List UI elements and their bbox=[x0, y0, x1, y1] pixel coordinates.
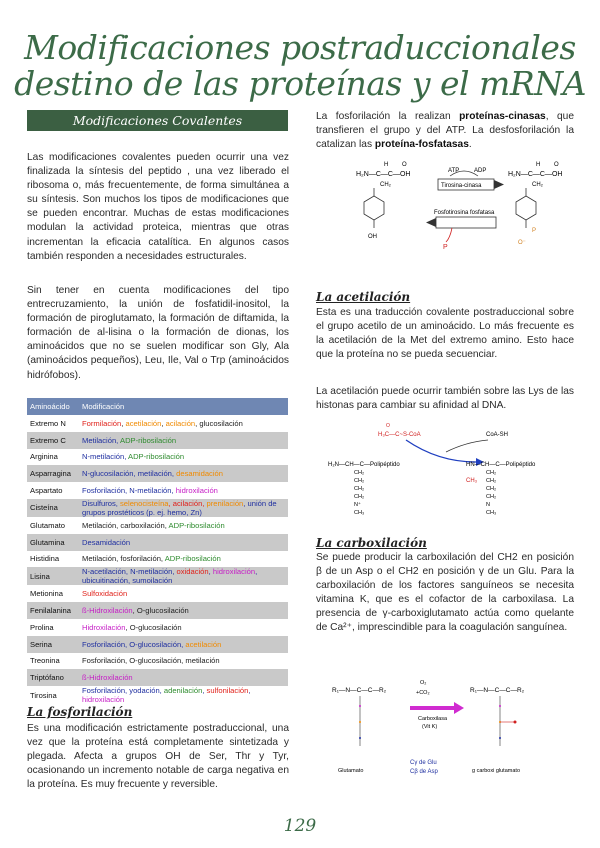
table-row bbox=[27, 482, 288, 499]
table-cell-aminoacid: Metionina bbox=[30, 589, 63, 599]
intro-paragraph-2: Sin tener en cuenta modificaciones del tipo entrecruzamiento, la unión de fosfatidil-inositol, la formación de piroglutamato, la formación de diftamida, la formación de al-lisina o la formación de dionas, los aminoácidos que no se suelen modificar son Gly, Ala (aminoácidos pequeños), Leu, Ile, Val o Trp (aminoácidos hidrófobos). bbox=[27, 285, 289, 381]
svg-text:H₂N—CH—C—Polipéptido: H₂N—CH—C—Polipéptido bbox=[328, 462, 400, 468]
svg-text:+CO₂: +CO₂ bbox=[416, 690, 430, 696]
side-chain-label: CH₂ bbox=[486, 478, 497, 484]
side-chain-label: N⁺ bbox=[354, 502, 361, 508]
table-cell-aminoacid: Aspartato bbox=[30, 486, 63, 496]
acetylation-diagram bbox=[326, 422, 574, 516]
table-row bbox=[27, 551, 288, 568]
table-cell-aminoacid: Extremo C bbox=[27, 432, 79, 449]
table-cell-modification: Fosforilación, yodación, adenilación, sulfonilación, hidroxilación bbox=[82, 686, 251, 705]
svg-text:O⁻: O⁻ bbox=[518, 240, 526, 246]
svg-text:Cβ de Asp: Cβ de Asp bbox=[410, 769, 438, 775]
table-row bbox=[27, 567, 288, 585]
svg-text:OH: OH bbox=[368, 234, 377, 240]
svg-text:g carboxi glutamato: g carboxi glutamato bbox=[472, 768, 520, 774]
svg-text:P: P bbox=[532, 228, 537, 234]
table-cell-modification: Desamidación bbox=[79, 534, 288, 551]
acetilacion-paragraph-1: Esta es una traducción covalente postraduccional sobre el grupo acetilo de un aminoácido. Lo más frecuente es la acetilación de la Met del extremo amino. Esto hace que la proteína no se pueda secuenciar. bbox=[316, 307, 574, 361]
carboxylation-diagram bbox=[330, 676, 574, 776]
side-chain-label: CH₃ bbox=[354, 510, 365, 516]
table-cell-aminoacid: Glutamato bbox=[30, 520, 66, 530]
table-cell-aminoacid: Lisina bbox=[27, 567, 79, 585]
modifications-table bbox=[27, 398, 288, 704]
table-row bbox=[27, 585, 288, 602]
carboxilacion-paragraph-1: Se puede producir la carboxilación del CH2 en posición β de un Asp o el CH2 en posición γ de un Glu. Para la carboxilación de los factores sanguíneos se necesita vitamina K, que es el cofactor de la carboxilasa. La presencia de γ-carboxiglutamato actúa como quelante de Ca²⁺, imprescindible para la coagulación sanguínea. bbox=[316, 552, 574, 634]
table-cell-modification: Sulfoxidación bbox=[82, 589, 128, 599]
svg-text:Tirosina-cinasa: Tirosina-cinasa bbox=[441, 183, 482, 189]
heading-acetilacion: La acetilación bbox=[316, 290, 411, 304]
table-cell-modification: Metilación, ADP-ribosilación bbox=[79, 432, 288, 449]
table-row bbox=[27, 465, 288, 482]
svg-text:P: P bbox=[443, 244, 448, 250]
table-cell-modification: N-metilación, ADP-ribosilación bbox=[82, 452, 185, 462]
svg-text:O: O bbox=[554, 162, 559, 168]
svg-text:Glutamato: Glutamato bbox=[338, 768, 364, 774]
table-cell-modification: Metilación, carboxilación, ADP-ribosilación bbox=[82, 520, 225, 530]
svg-text:R₁—N—C—C—R₂: R₁—N—C—C—R₂ bbox=[470, 687, 525, 694]
table-cell-modification: Fosforilación, N-metilación, hidroxilación bbox=[82, 486, 218, 496]
table-cell-modification: N-glucosilación, metilación, desamidación bbox=[79, 465, 288, 482]
svg-text:CoA-SH: CoA-SH bbox=[486, 432, 509, 438]
table-header-aminoacid: Aminoácido bbox=[27, 398, 79, 415]
side-chain-label: CH₃ bbox=[486, 510, 497, 516]
fosforilacion-paragraph-1: Es una modificación estrictamente postraduccional, una vez que la proteína está completamente sintetizada y plegada. Afecta a grupos OH de Ser, Thr y Tyr, ocasionando un incremento notable de carga negativa en la proteína. Es muy frecuente y reversible. bbox=[27, 723, 289, 791]
table-row bbox=[27, 619, 288, 636]
table-cell-modification: Fosforilación, O-glucosilación, metilación bbox=[82, 656, 220, 666]
table-row bbox=[27, 432, 288, 449]
table-row bbox=[27, 415, 288, 432]
table-row bbox=[27, 686, 288, 704]
table-cell-aminoacid: Asparragina bbox=[27, 465, 79, 482]
phosphorylation-diagram bbox=[352, 158, 574, 250]
intro-paragraph-1: Las modificaciones covalentes pueden ocurrir una vez finalizada la síntesis del peptido , una vez liberado el ribosoma o, más frecuentemente, de forma simultánea a su síntesis. Son muchos los tipos de modificaciones que se pueden encontrar. Muchas de estas modificaciones modulan la actividad proteica, mientras que otras incrementan la eficacia catalítica. En algunos casos también responden a necesidades estructurales. bbox=[27, 152, 289, 262]
table-cell-aminoacid: Serina bbox=[27, 636, 79, 653]
table-row bbox=[27, 669, 288, 686]
side-chain-label: N bbox=[486, 502, 490, 508]
table-row bbox=[27, 499, 288, 517]
table-cell-modification: ß-Hidroxilación bbox=[79, 669, 288, 686]
fosforilacion-paragraph-2: La fosforilación la realizan proteínas-cinasas, que transfieren el grupo y del ATP. La desfosforilación la catalizan las proteína-fosfatasas. bbox=[316, 111, 574, 151]
table-cell-aminoacid: Tirosina bbox=[30, 690, 57, 700]
svg-text:ADP: ADP bbox=[474, 168, 487, 174]
table-cell-aminoacid: Histidina bbox=[30, 554, 60, 564]
svg-text:CH₃: CH₃ bbox=[466, 478, 478, 484]
svg-text:HN—CH—C—Polipéptido: HN—CH—C—Polipéptido bbox=[466, 462, 536, 468]
table-row bbox=[27, 636, 288, 653]
table-row bbox=[27, 449, 288, 466]
side-chain-label: CH₂ bbox=[354, 470, 365, 476]
table-row bbox=[27, 534, 288, 551]
table-cell-aminoacid: Glutamina bbox=[27, 534, 79, 551]
side-chain-label: CH₂ bbox=[354, 494, 365, 500]
table-cell-modification: Hidroxilación, O-glucosilación bbox=[82, 622, 182, 632]
svg-text:O: O bbox=[386, 423, 390, 429]
svg-text:Cγ de Glu: Cγ de Glu bbox=[410, 760, 437, 766]
svg-text:H: H bbox=[536, 162, 541, 168]
side-chain-label: CH₂ bbox=[354, 478, 365, 484]
svg-text:Fosfotirosina fosfatasa: Fosfotirosina fosfatasa bbox=[434, 210, 495, 216]
table-cell-aminoacid: Triptófano bbox=[27, 669, 79, 686]
svg-text:R₁—N—C—C—R₂: R₁—N—C—C—R₂ bbox=[332, 687, 387, 694]
side-chain-label: CH₂ bbox=[354, 486, 365, 492]
svg-text:CH₂: CH₂ bbox=[380, 182, 391, 188]
page-number: 129 bbox=[283, 816, 317, 836]
table-cell-modification: Fosforilación, O-glucosilación, acetilación bbox=[79, 636, 288, 653]
table-row bbox=[27, 517, 288, 534]
table-cell-aminoacid: Cisteína bbox=[27, 499, 79, 517]
heading-carboxilacion: La carboxilación bbox=[316, 536, 427, 550]
table-row bbox=[27, 602, 288, 619]
svg-text:ATP: ATP bbox=[448, 168, 460, 174]
heading-fosforilacion: La fosforilación bbox=[27, 705, 133, 719]
svg-text:Carboxilasa: Carboxilasa bbox=[418, 716, 448, 722]
page-title-line-1: Modificaciones postraduccionales bbox=[24, 28, 576, 67]
svg-text:(Vit K): (Vit K) bbox=[422, 724, 438, 730]
table-cell-modification: N-acetilación, N-metilación, oxidación, hidroxilación, ubicuitinación, sumoilación bbox=[79, 567, 288, 585]
table-cell-aminoacid: Prolina bbox=[30, 622, 54, 632]
table-cell-modification: Formilación, acetilación, acilación, glucosilación bbox=[82, 418, 243, 428]
svg-text:O₂: O₂ bbox=[420, 680, 427, 686]
side-chain-label: CH₂ bbox=[486, 470, 497, 476]
table-header-modification: Modificación bbox=[79, 398, 288, 415]
table-cell-modification: Metilación, fosforilación, ADP-ribosilación bbox=[82, 554, 221, 564]
svg-text:H: H bbox=[384, 162, 389, 168]
table-cell-aminoacid: Arginina bbox=[30, 452, 58, 462]
table-cell-aminoacid: Treonina bbox=[30, 656, 60, 666]
table-cell-modification: ß-Hidroxilación, O-glucosilación bbox=[79, 602, 288, 619]
svg-text:H₃C—C~S-CoA: H₃C—C~S-CoA bbox=[378, 432, 421, 438]
acetilacion-paragraph-2: La acetilación puede ocurrir también sobre las Lys de las histonas para cambiar su afinidad al DNA. bbox=[316, 386, 574, 412]
table-cell-aminoacid: Fenilalanina bbox=[27, 602, 79, 619]
table-cell-modification: Disulfuros, selenocisteína, acilación, prenilación, unión de grupos prostéticos (p. ej. hemo, Zn) bbox=[79, 499, 288, 517]
table-row bbox=[27, 653, 288, 670]
page-title-line-2: destino de las proteínas y el mRNA bbox=[14, 64, 586, 103]
table-cell-aminoacid: Extremo N bbox=[30, 418, 66, 428]
section-header-covalent: Modificaciones Covalentes bbox=[27, 110, 288, 131]
svg-text:H₂N—C—C—OH: H₂N—C—C—OH bbox=[508, 171, 563, 178]
side-chain-label: CH₂ bbox=[486, 494, 497, 500]
svg-text:O: O bbox=[402, 162, 407, 168]
side-chain-label: CH₂ bbox=[486, 486, 497, 492]
svg-text:CH₂: CH₂ bbox=[532, 182, 543, 188]
svg-text:H₂N—C—C—OH: H₂N—C—C—OH bbox=[356, 171, 411, 178]
